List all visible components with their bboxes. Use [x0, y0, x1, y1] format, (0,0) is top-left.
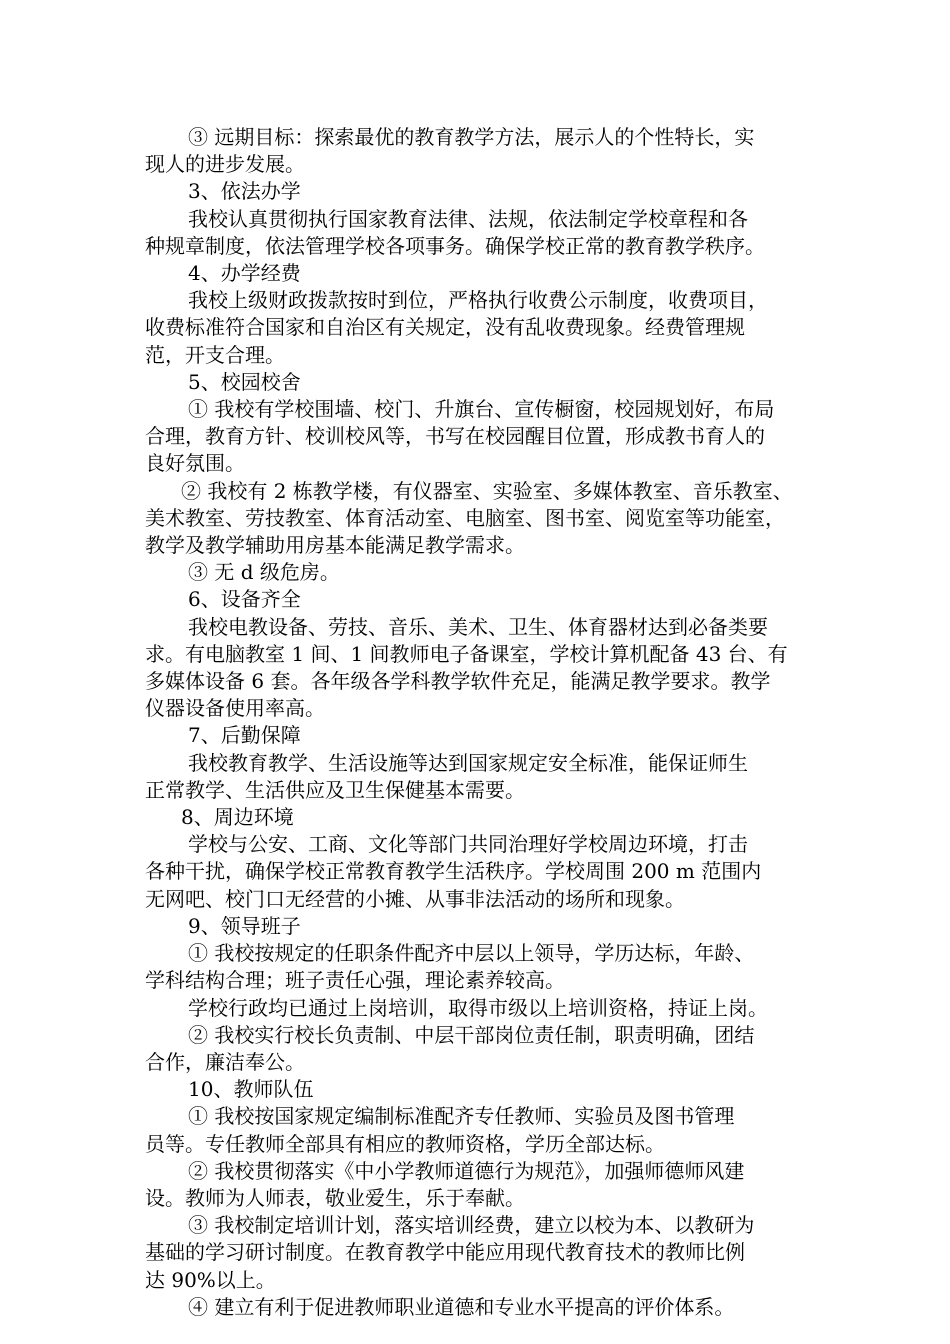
text-line: 6、设备齐全 [188, 587, 301, 612]
text-line: ② 我校贯彻落实《中小学教师道德行为规范》，加强师德师风建 [188, 1158, 745, 1183]
text-line: 8、周边环境 [181, 805, 294, 830]
text-line: 多媒体设备 6 套。各年级各学科教学软件充足，能满足教学要求。教学 [145, 669, 771, 694]
text-line: ③ 无 d 级危房。 [188, 560, 340, 585]
text-line: ② 我校实行校长负责制、中层干部岗位责任制，职责明确，团结 [188, 1022, 755, 1047]
text-line: 教学及教学辅助用房基本能满足教学需求。 [145, 533, 525, 558]
text-line: 正常教学、生活供应及卫生保健基本需要。 [145, 777, 525, 802]
text-line: 9、领导班子 [188, 913, 301, 938]
text-line: 求。有电脑教室 1 间、1 间教师电子备课室，学校计算机配备 43 台、有 [145, 641, 788, 666]
text-line: 我校电教设备、劳技、音乐、美术、卫生、体育器材达到必备类要 [188, 614, 768, 639]
text-line: 学校与公安、工商、文化等部门共同治理好学校周边环境，打击 [188, 832, 748, 857]
text-line: 10、教师队伍 [188, 1077, 314, 1102]
text-line: 设。教师为人师表，敬业爱生，乐于奉献。 [145, 1185, 525, 1210]
text-line: ① 我校有学校围墙、校门、升旗台、宣传橱窗，校园规划好，布局 [188, 397, 775, 422]
text-line: 4、办学经费 [188, 261, 301, 286]
text-line: 基础的学习研讨制度。在教育教学中能应用现代教育技术的教师比例 [145, 1240, 745, 1265]
text-line: 收费标准符合国家和自治区有关规定，没有乱收费现象。经费管理规 [145, 315, 745, 340]
text-line: 员等。专任教师全部具有相应的教师资格，学历全部达标。 [145, 1131, 665, 1156]
text-line: 美术教室、劳技教室、体育活动室、电脑室、图书室、阅览室等功能室， [145, 505, 785, 530]
text-line: 我校认真贯彻执行国家教育法律、法规，依法制定学校章程和各 [188, 206, 748, 231]
text-line: ② 我校有 2 栋教学楼，有仪器室、实验室、多媒体教室、音乐教室、 [181, 478, 793, 503]
text-line: 我校教育教学、生活设施等达到国家规定安全标准，能保证师生 [188, 750, 748, 775]
text-line: 学科结构合理；班子责任心强，理论素养较高。 [145, 968, 565, 993]
text-line: ④ 建立有利于促进教师职业道德和专业水平提高的评价体系。 [188, 1294, 735, 1319]
text-line: 达 90%以上。 [145, 1267, 276, 1292]
text-line: 合作，廉洁奉公。 [145, 1049, 305, 1074]
text-line: ③ 我校制定培训计划，落实培训经费，建立以校为本、以教研为 [188, 1213, 755, 1238]
text-line: 良好氛围。 [145, 451, 245, 476]
text-line: 现人的进步发展。 [145, 152, 305, 177]
text-line: 学校行政均已通过上岗培训，取得市级以上培训资格，持证上岗。 [188, 995, 768, 1020]
text-line: 种规章制度，依法管理学校各项事务。确保学校正常的教育教学秩序。 [145, 233, 765, 258]
text-line: 无网吧、校门口无经营的小摊、从事非法活动的场所和现象。 [145, 886, 685, 911]
text-line: ① 我校按规定的任职条件配齐中层以上领导，学历达标，年龄、 [188, 941, 755, 966]
text-line: ① 我校按国家规定编制标准配齐专任教师、实验员及图书管理 [188, 1104, 735, 1129]
text-line: 合理，教育方针、校训校风等，书写在校园醒目位置，形成教书育人的 [145, 424, 765, 449]
text-line: 我校上级财政拨款按时到位，严格执行收费公示制度，收费项目， [188, 288, 768, 313]
text-line: 各种干扰，确保学校正常教育教学生活秩序。学校周围 200 m 范围内 [145, 859, 762, 884]
text-line: 5、校园校舍 [188, 369, 301, 394]
text-line: ③ 远期目标：探索最优的教育教学方法，展示人的个性特长，实 [188, 125, 755, 149]
text-line: 范，开支合理。 [145, 342, 285, 367]
text-line: 3、依法办学 [188, 179, 301, 204]
document-body [145, 124, 825, 1321]
text-line: 7、后勤保障 [188, 723, 301, 748]
text-line: 仪器设备使用率高。 [145, 696, 325, 721]
